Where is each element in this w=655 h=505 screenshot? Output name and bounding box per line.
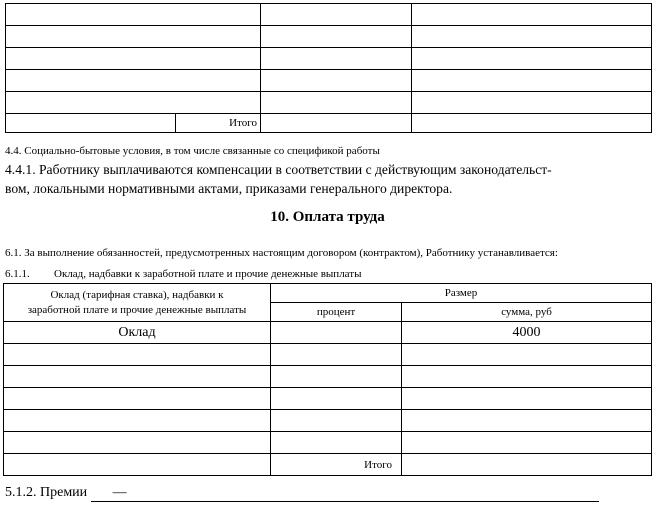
- table-row: [4, 388, 652, 410]
- top-table: [5, 3, 652, 133]
- table-row: [6, 26, 652, 48]
- bonus-value: —: [91, 485, 599, 502]
- pay-table-sum-header: сумма, руб: [402, 303, 652, 322]
- pay-table-total-label: Итого: [271, 454, 402, 476]
- pay-table-total-row: [4, 454, 652, 476]
- pay-table-col1-header: [4, 284, 271, 322]
- table-row: [4, 366, 652, 388]
- table-row: [4, 410, 652, 432]
- top-table-total-label: Итого: [176, 114, 261, 133]
- pay-table-salary-label: Оклад: [4, 322, 271, 344]
- top-table-total-row: [6, 114, 652, 133]
- pay-table: [3, 283, 652, 476]
- section-10-heading: 10. Оплата труда: [270, 209, 385, 225]
- pay-table-col1-header-line1: Оклад (тарифная ставка), надбавки к: [50, 288, 224, 301]
- clause-6-1-1-number: 6.1.1.: [5, 268, 30, 280]
- table-row: [6, 48, 652, 70]
- section-4-4-title: 4.4. Социально-бытовые условия, в том числе связанные со спецификой работы: [5, 145, 380, 157]
- bonus-line: [5, 485, 599, 502]
- table-row: [4, 322, 652, 344]
- table-row: [4, 432, 652, 454]
- pay-table-salary-sum: 4000: [402, 322, 652, 344]
- section-4-4-1-line2: вом, локальными нормативными актами, приказами генерального директора.: [5, 181, 453, 196]
- pay-table-size-header: Размер: [271, 284, 652, 303]
- table-row: [6, 4, 652, 26]
- bonus-label: 5.1.2. Премии: [5, 485, 88, 500]
- clause-6-1-1-text: Оклад, надбавки к заработной плате и прочие денежные выплаты: [54, 268, 362, 280]
- table-row: [4, 344, 652, 366]
- pay-table-header-row: [4, 284, 652, 303]
- pay-table-percent-header: процент: [271, 303, 402, 322]
- table-row: [6, 92, 652, 114]
- section-4-4-1-line1: 4.4.1. Работнику выплачиваются компенсации в соответствии с действующим законодательст-: [5, 162, 552, 177]
- pay-table-col1-header-line2: заработной плате и прочие денежные выплаты: [27, 303, 247, 316]
- clause-6-1: 6.1. За выполнение обязанностей, предусмотренных настоящим договором (контрактом), Работнику устанавливается:: [5, 247, 558, 259]
- table-row: [6, 70, 652, 92]
